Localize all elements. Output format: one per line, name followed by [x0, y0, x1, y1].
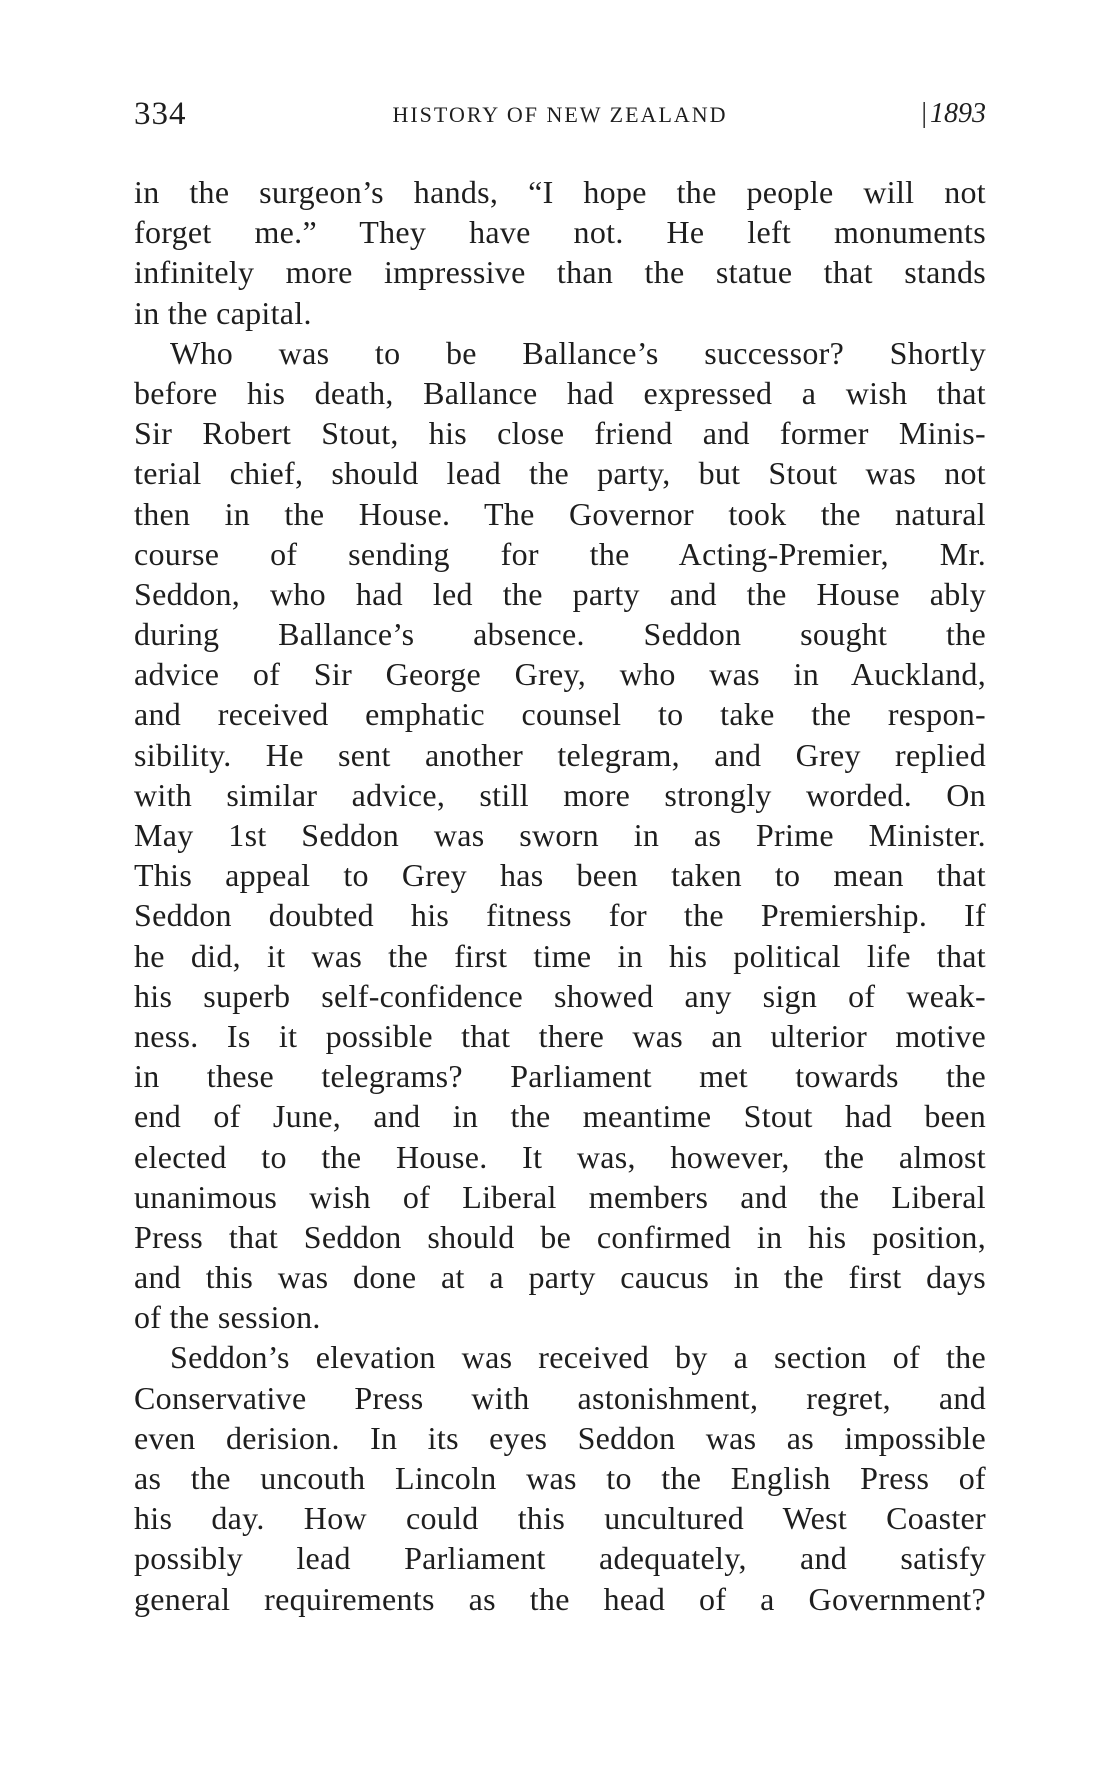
text-line: with similar advice, still more strongly worded. On: [134, 776, 986, 813]
text-line: in these telegrams? Parliament met towards the: [134, 1058, 986, 1095]
text-line: as the uncouth Lincoln was to the English Press of: [134, 1460, 986, 1496]
text-line: sibility. He sent another telegram, and Grey replied: [134, 736, 986, 773]
text-line: terial chief, should lead the party, but Stout was not: [134, 455, 986, 492]
text-line: possibly lead Parliament adequately, and satisfy: [134, 1540, 986, 1577]
paragraph: [134, 333, 986, 1338]
text-line: his day. How could this uncultured West Coaster: [134, 1500, 986, 1537]
text-line: general requirements as the head of a Government?: [134, 1580, 986, 1617]
text-line: before his death, Ballance had expressed a wish that: [134, 374, 986, 411]
text-line: then in the House. The Governor took the natural: [134, 495, 986, 532]
text-line: Conservative Press with astonishment, regret, and: [134, 1379, 986, 1416]
text-line: during Ballance’s absence. Seddon sought the: [134, 616, 986, 653]
text-line: This appeal to Grey has been taken to mean that: [134, 857, 986, 894]
running-title: HISTORY OF NEW ZEALAND: [392, 102, 728, 127]
running-year: [921, 98, 986, 130]
text-line: in the capital.: [134, 294, 312, 331]
text-line: forget me.” They have not. He left monuments: [134, 214, 986, 251]
body-text: [134, 172, 986, 1619]
text-line: Press that Seddon should be confirmed in his position,: [134, 1218, 986, 1255]
text-line: Sir Robert Stout, his close friend and former Minis-: [134, 415, 986, 452]
paragraph: [134, 172, 986, 333]
text-line: Seddon doubted his fitness for the Premiership. If: [134, 897, 986, 934]
text-line: Who was to be Ballance’s successor? Shortly: [170, 334, 986, 371]
year-bar: |: [921, 98, 927, 129]
text-line: he did, it was the first time in his political life that: [134, 937, 986, 974]
text-line: and this was done at a party caucus in the first days: [134, 1259, 986, 1296]
text-line: in the surgeon’s hands, “I hope the people will not: [134, 174, 986, 210]
text-line: elected to the House. It was, however, the almost: [134, 1138, 986, 1175]
text-line: Seddon’s elevation was received by a section of the: [170, 1339, 986, 1376]
text-line: his superb self-confidence showed any sign of weak-: [134, 977, 986, 1014]
text-line: end of June, and in the meantime Stout had been: [134, 1098, 986, 1135]
text-line: unanimous wish of Liberal members and the Liberal: [134, 1178, 986, 1215]
running-head: [134, 96, 986, 142]
text-line: and received emphatic counsel to take the respon-: [134, 696, 986, 733]
page-number: 334: [134, 96, 187, 132]
text-line: Seddon, who had led the party and the House ably: [134, 575, 986, 612]
text-line: of the session.: [134, 1299, 321, 1336]
year-text: 1893: [930, 98, 986, 129]
text-line: course of sending for the Acting-Premier, Mr.: [134, 535, 986, 572]
text-line: infinitely more impressive than the statue that stands: [134, 254, 986, 291]
paragraph: [134, 1337, 986, 1618]
text-line: ness. Is it possible that there was an ulterior motive: [134, 1017, 986, 1054]
text-line: even derision. In its eyes Seddon was as impossible: [134, 1419, 986, 1456]
text-line: May 1st Seddon was sworn in as Prime Minister.: [134, 817, 986, 853]
text-line: advice of Sir George Grey, who was in Auckland,: [134, 656, 986, 693]
